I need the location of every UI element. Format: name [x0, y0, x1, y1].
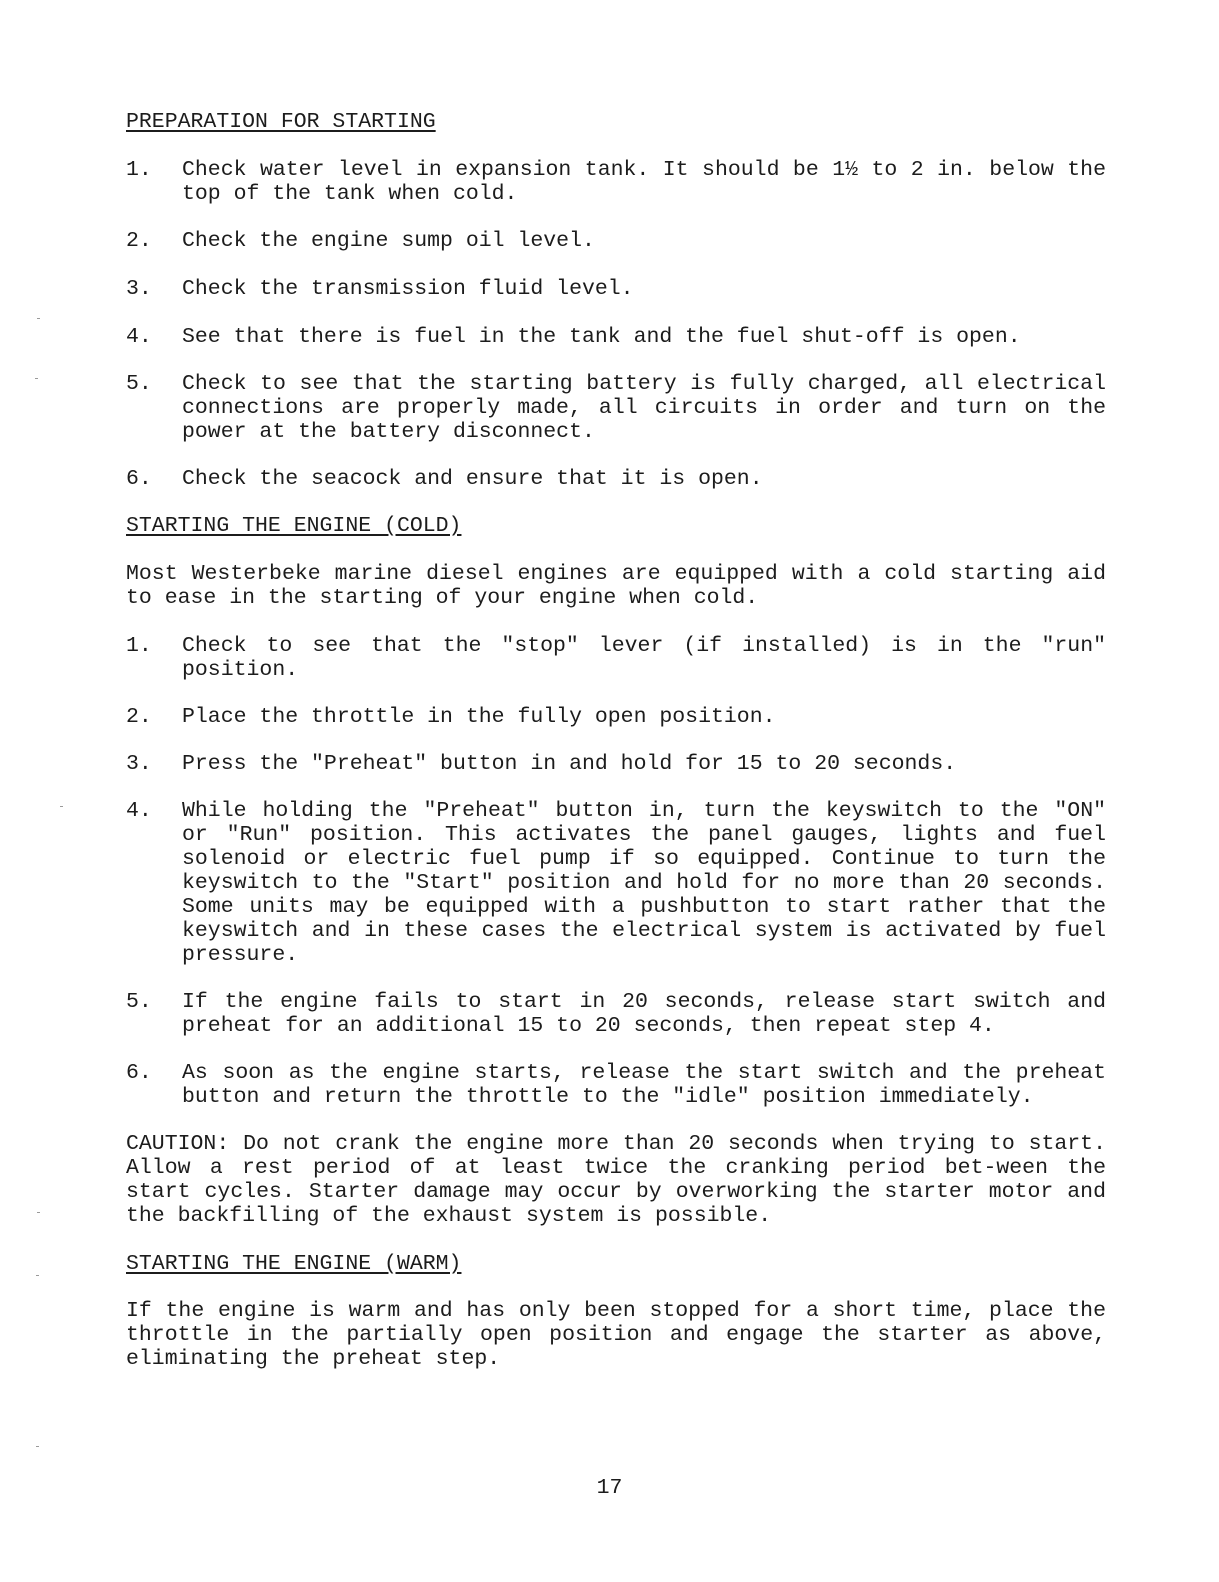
- list-item: [126, 799, 1106, 967]
- scan-speck: [37, 318, 40, 319]
- cold-start-list: [126, 634, 1106, 1109]
- heading-preparation-for-starting: PREPARATION FOR STARTING: [126, 110, 436, 134]
- list-item: [126, 229, 1106, 253]
- item-text: Check water level in expansion tank. It should be 1½ to 2 in. below the top of the tank when cold.: [182, 158, 1106, 206]
- scan-speck: [60, 806, 63, 807]
- item-number: 4.: [126, 799, 152, 823]
- caution-note: CAUTION: Do not crank the engine more than 20 seconds when trying to start. Allow a rest period of at least twice the cranking period bet-ween the start cycles. Starter damage may occur by overworking the starter motor and the backfilling of the exhaust system is possible.: [126, 1132, 1106, 1228]
- preparation-list: [126, 158, 1106, 491]
- item-number: 6.: [126, 1061, 152, 1085]
- item-number: 2.: [126, 705, 152, 729]
- item-text: Check to see that the starting battery is fully charged, all electrical connections are properly made, all circuits in order and turn on the power at the battery disconnect.: [182, 372, 1106, 444]
- item-text: While holding the "Preheat" button in, turn the keyswitch to the "ON" or "Run" position. This activates the panel gauges, lights and fuel solenoid or electric fuel pump if so equipped. Continue to turn the keyswitch to the "Start" position and hold for no more than 20 seconds. Some units may be equipped with a pushbutton to start rather that the keyswitch and in these cases the electrical system is activated by fuel pressure.: [182, 799, 1106, 967]
- item-number: 5.: [126, 372, 152, 396]
- item-number: 2.: [126, 229, 152, 253]
- list-item: [126, 634, 1106, 682]
- list-item: [126, 752, 1106, 776]
- list-item: [126, 372, 1106, 444]
- item-text: If the engine fails to start in 20 seconds, release start switch and preheat for an additional 15 to 20 seconds, then repeat step 4.: [182, 990, 1106, 1038]
- item-text: Check the transmission fluid level.: [182, 277, 634, 301]
- list-item: [126, 277, 1106, 301]
- scan-speck: [35, 378, 38, 379]
- item-number: 4.: [126, 325, 152, 349]
- heading-starting-the-engine-warm: STARTING THE ENGINE (WARM): [126, 1252, 462, 1276]
- item-number: 1.: [126, 634, 152, 658]
- scan-speck: [36, 1275, 39, 1276]
- heading-starting-the-engine-cold: STARTING THE ENGINE (COLD): [126, 514, 462, 538]
- warm-start-text: If the engine is warm and has only been stopped for a short time, place the throttle in the partially open position and engage the starter as above, eliminating the preheat step.: [126, 1299, 1106, 1371]
- item-number: 3.: [126, 752, 152, 776]
- item-text: As soon as the engine starts, release the start switch and the preheat button and return the throttle to the "idle" position immediately.: [182, 1061, 1106, 1109]
- page-number: 17: [596, 1476, 623, 1500]
- item-text: Press the "Preheat" button in and hold for 15 to 20 seconds.: [182, 752, 957, 776]
- item-text: Check to see that the "stop" lever (if installed) is in the "run" position.: [182, 634, 1106, 682]
- item-number: 3.: [126, 277, 152, 301]
- page-content: [126, 110, 1106, 1371]
- list-item: [126, 990, 1106, 1038]
- scan-speck: [36, 1446, 39, 1447]
- list-item: [126, 158, 1106, 206]
- scan-speck: [37, 1212, 40, 1213]
- item-number: 5.: [126, 990, 152, 1014]
- list-item: [126, 1061, 1106, 1109]
- item-text: See that there is fuel in the tank and the fuel shut-off is open.: [182, 325, 1021, 349]
- item-text: Place the throttle in the fully open position.: [182, 705, 776, 729]
- cold-start-intro: Most Westerbeke marine diesel engines are equipped with a cold starting aid to ease in the starting of your engine when cold.: [126, 562, 1106, 610]
- list-item: [126, 467, 1106, 491]
- item-number: 6.: [126, 467, 152, 491]
- list-item: [126, 705, 1106, 729]
- list-item: [126, 325, 1106, 349]
- item-text: Check the engine sump oil level.: [182, 229, 595, 253]
- item-text: Check the seacock and ensure that it is open.: [182, 467, 763, 491]
- item-number: 1.: [126, 158, 152, 182]
